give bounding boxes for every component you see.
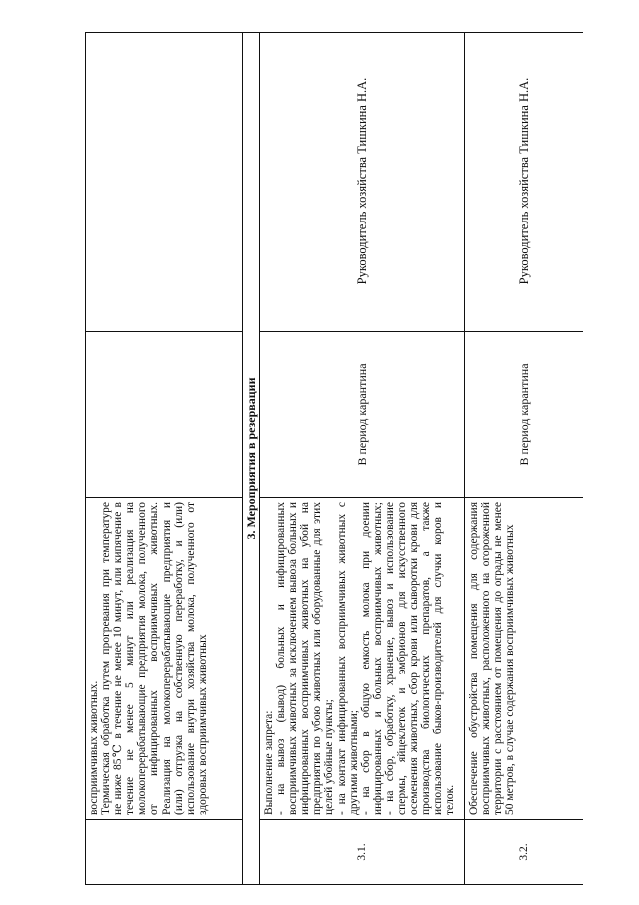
text-line: не ниже 85℃ в течение не менее 10 минут, или кипячение в — [112, 502, 125, 815]
text-line: Выполнение запрета: — [263, 710, 275, 815]
text-line: восприимчивых животных за исключением вывоза больных и — [287, 502, 300, 815]
table-row-3-1 — [260, 32, 464, 885]
text-line: 50 метров, в случае содержания восприимчивых животных — [504, 524, 517, 815]
table-row-3-2 — [464, 32, 583, 885]
section-title: 3. Мероприятия в резервации — [244, 377, 258, 540]
responsible-text: Руководитель хозяйства Тишкина Н.А. — [354, 77, 369, 285]
measure-text — [88, 502, 209, 815]
text-line: производства биологических препаратов, а также — [420, 502, 433, 815]
text-line: - на контакт инфицированных восприимчивых животных с — [335, 502, 348, 815]
text-line: (или) отгрузка на собственную переработку, и (или) — [172, 502, 185, 815]
table-row-continuation — [85, 32, 242, 885]
row-number: 3.1. — [355, 843, 368, 861]
text-line: здоровых восприимчивых животных — [196, 634, 209, 815]
rotated-table — [85, 32, 583, 885]
responsible-cell — [260, 31, 464, 332]
text-line: использование быков-производителей для случки коров и — [432, 502, 445, 815]
measure-cell — [86, 498, 242, 820]
text-line: использование внутри хозяйства молока, полученного от — [184, 502, 197, 815]
responsible-cell — [86, 31, 242, 332]
period-cell — [260, 332, 464, 498]
text-line: инфицированных восприимчивых животных на убой на — [299, 502, 312, 815]
text-line: спермы, яйцеклеток и эмбрионов для искусственного — [396, 502, 409, 815]
text-line: телок. — [444, 784, 457, 815]
row-number: 3.2. — [517, 843, 530, 861]
responsible-cell — [465, 31, 583, 332]
text-line: молокоперерабатывающие предприятия молока, полученного — [136, 502, 149, 815]
measure-cell — [465, 498, 583, 820]
num-cell — [465, 820, 583, 884]
period-text: В период карантина — [354, 363, 369, 466]
text-line: восприимчивых животных, расположенного на огороженной — [480, 502, 493, 815]
text-line: другими животными; — [347, 710, 360, 815]
measure-text — [263, 502, 457, 815]
num-cell — [260, 820, 464, 884]
text-line: течение не менее 5 минут или реализация на — [124, 502, 137, 815]
text-line: - на сбор, обработку, хранение, вывоз и использование — [383, 502, 396, 815]
text-line: - на вывоз (вывод) больных и инфицированных — [275, 502, 288, 815]
text-line: от инфицированных восприимчивых животных. — [148, 502, 161, 815]
text-line: - на сбор в общую емкость молока при доении — [359, 502, 372, 815]
text-line: инфицированных и больных восприимчивых животных; — [371, 502, 384, 815]
period-cell — [465, 332, 583, 498]
num-cell — [86, 820, 242, 884]
text-line: территории с расстоянием от помещения до ограды не менее — [492, 502, 505, 815]
text-line: осеменения животных, сбор крови или сыворотки крови для — [408, 502, 421, 815]
text-line: Обеспечение обустройства помещения для содержания — [468, 502, 480, 815]
period-text: В период карантина — [516, 363, 531, 466]
section-header — [242, 32, 260, 885]
text-line: предприятия по убою животных или оборудованные для этих — [311, 502, 324, 815]
measure-cell — [260, 498, 464, 820]
text-line: восприимчивых животных. — [88, 680, 100, 815]
text-line: Реализация на молокоперерабатывающие предприятия и — [160, 502, 173, 815]
responsible-text: Руководитель хозяйства Тишкина Н.А. — [516, 77, 531, 285]
period-cell — [86, 332, 242, 498]
text-line: целей убойные пункты; — [323, 699, 336, 815]
measure-text — [468, 502, 516, 815]
text-line: Термическая обработка путем прогревания при температуре — [100, 502, 113, 815]
